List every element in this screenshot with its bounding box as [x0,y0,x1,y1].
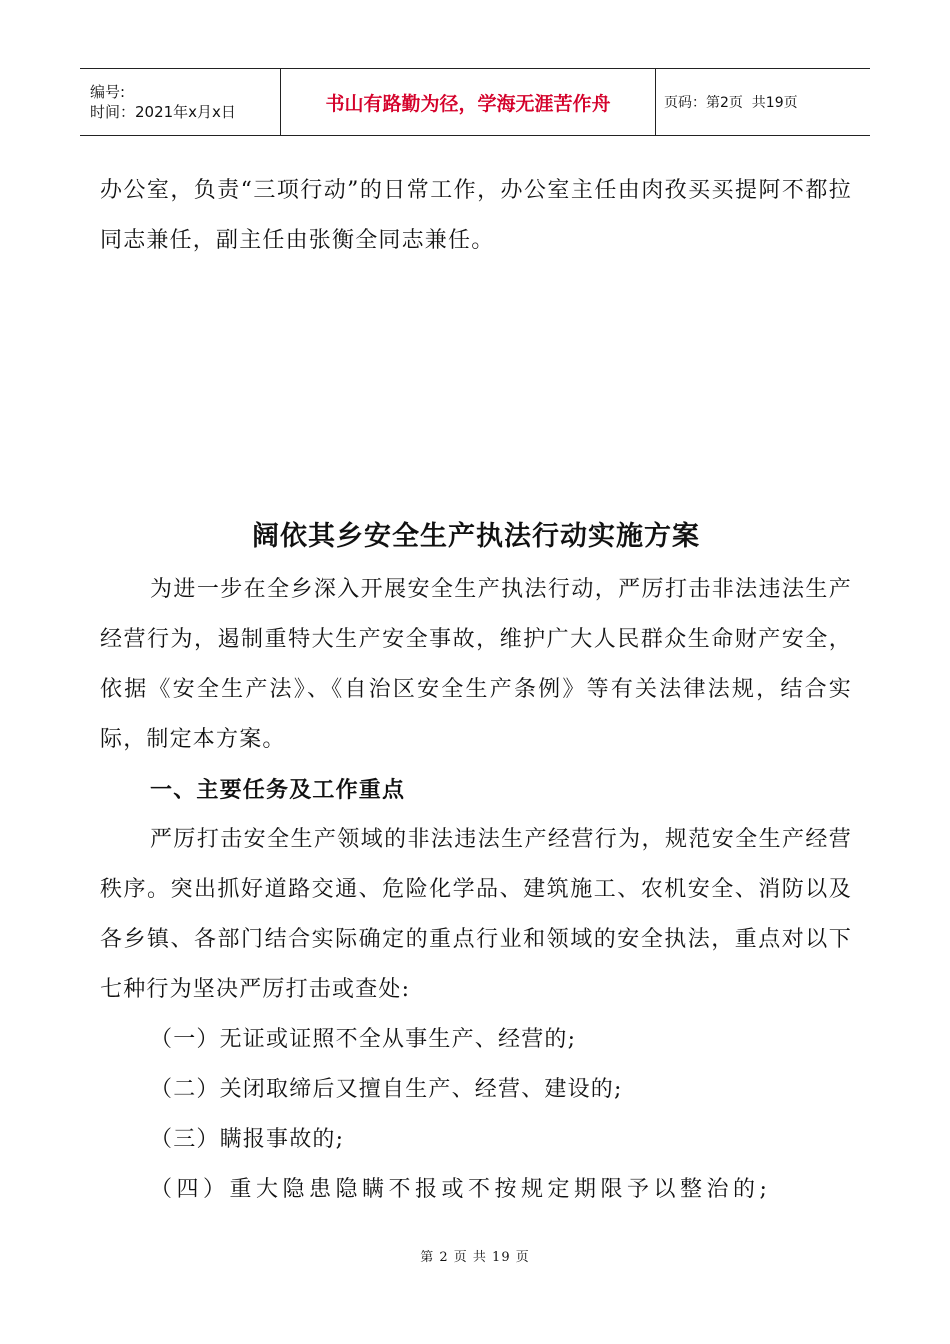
section-heading-1: 一、主要任务及工作重点 [150,777,406,803]
list-item: （三）瞒报事故的; [150,1127,345,1152]
header-page-info: 页码：第2页 共19页 [664,95,798,111]
header-meta [80,69,281,135]
list-item: （一）无证或证照不全从事生产、经营的; [150,1027,577,1052]
section-1-paragraph: 严厉打击安全生产领域的非法违法生产经营行为，规范安全生产经营秩序。突出抓好道路交通、危险化学品、建筑施工、农机安全、消防以及各乡镇、各部门结合实际确定的重点行业和领域的安全执法，重点对以下七种行为坚决严厉打击或查处: [100,827,852,1002]
header-motto: 书山有路勤为径，学海无涯苦作舟 [281,69,656,135]
intro-paragraph: 为进一步在全乡深入开展安全生产执法行动，严厉打击非法违法生产经营行为，遏制重特大生产安全事故，维护广大人民群众生命财产安全，依据《安全生产法》、《自治区安全生产条例》等有关法律法规，结合实际，制定本方案。 [100,577,852,752]
document-body [100,565,852,1215]
list-item: （四）重大隐患隐瞒不报或不按规定期限予以整治的; [150,1177,772,1202]
document-header [80,68,870,136]
page-footer: 第 2 页 共 19 页 [420,1250,530,1265]
document-date: 时间：2021年x月x日 [90,103,236,121]
list-item: （二）关闭取缔后又擅自生产、经营、建设的; [150,1077,623,1102]
document-title: 阔依其乡安全生产执法行动实施方案 [252,521,700,552]
document-number-label: 编号: [90,83,126,101]
carryover-paragraph: 办公室，负责“三项行动”的日常工作，办公室主任由肉孜买买提阿不都拉同志兼任，副主任由张衡全同志兼任。 [100,178,852,253]
